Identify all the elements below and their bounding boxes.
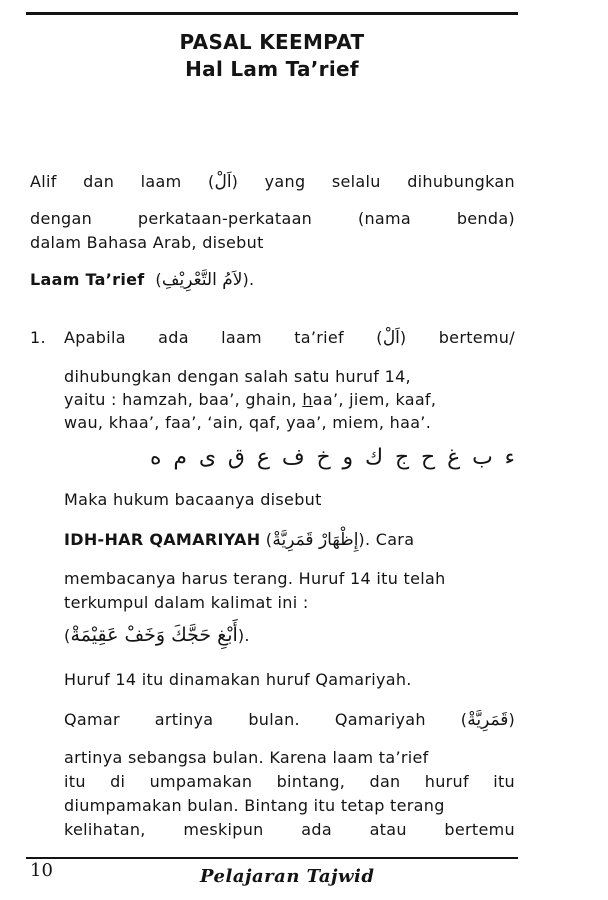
arabic-letter: غ [447, 445, 461, 470]
intro-line-3: dalam Bahasa Arab, disebut [30, 233, 264, 252]
intro-line-1: Alif dan laam (اَلْ) yang selalu dihubungkan [30, 172, 515, 192]
top-rule [26, 12, 518, 15]
arabic-al: اَلْ [214, 172, 232, 192]
intro-line-4: Laam Ta’rief (لاَمُ التَّعْرِيْفِ). [30, 270, 255, 290]
arabic-letter: و [342, 445, 354, 470]
chapter-title: Hal Lam Ta’rief [185, 57, 359, 81]
bottom-rule [26, 857, 518, 859]
point1-line-2: dihubungkan dengan salah satu huruf 14, [64, 367, 411, 386]
point1-line-14: diumpamakan bulan. Bintang itu tetap terang [64, 796, 445, 815]
point1-line-11: Qamar artinya bulan. Qamariyah (قَمَرِيَّةْ) [64, 710, 515, 730]
page-number: 10 [30, 860, 53, 881]
point1-line-7: membacanya harus terang. Huruf 14 itu telah [64, 569, 446, 588]
running-title: Pelajaran Tajwid [200, 866, 375, 887]
chapter-label: PASAL KEEMPAT [179, 30, 365, 54]
list-number-1: 1. [30, 328, 46, 347]
arabic-kalimat: أَبْغِ حَجَّكَ وَخَفْ عَقِيْمَةْ [70, 624, 238, 646]
arabic-letter: ك [365, 445, 384, 470]
point1-line-13: itu di umpamakan bintang, dan huruf itu [64, 772, 515, 791]
point1-line-5: Maka hukum bacaanya disebut [64, 490, 322, 509]
point1-line-12: artinya sebangsa bulan. Karena laam ta’rief [64, 748, 429, 767]
point1-line-4: wau, khaa’, faa’, ‘ain, qaf, yaa’, miem, haa’. [64, 413, 432, 432]
arabic-letter: ق [227, 445, 245, 470]
point1-line-8: terkumpul dalam kalimat ini : [64, 593, 309, 612]
arabic-letter: ح [421, 445, 436, 470]
arabic-qamariyah: قَمَرِيَّةْ [467, 710, 509, 730]
arabic-letter: ف [281, 445, 305, 470]
intro-line-2: dengan perkataan-perkataan (nama benda) [30, 209, 515, 228]
point1-line-10: Huruf 14 itu dinamakan huruf Qamariyah. [64, 670, 412, 689]
arabic-al-2: اَلْ [382, 328, 400, 348]
term-idh-har-qamariyah: IDH-HAR QAMARIYAH [64, 530, 261, 549]
arabic-letter: ب [472, 445, 493, 470]
arabic-letter: خ [316, 445, 331, 470]
arabic-laam-tarief: لاَمُ التَّعْرِيْفِ [161, 270, 243, 290]
point1-line-3: yaitu : hamzah, baa’, ghain, haa’, jiem, kaaf, [64, 390, 437, 409]
arabic-letter: ج [394, 445, 410, 470]
arabic-letter: ع [256, 445, 270, 470]
point1-line-1: Apabila ada laam ta’rief (اَلْ) bertemu/ [64, 328, 515, 348]
point1-line-9: (أَبْغِ حَجَّكَ وَخَفْ عَقِيْمَةْ). [64, 624, 250, 646]
qamariyah-letters-row [150, 445, 515, 470]
term-laam-tarief: Laam Ta’rief [30, 270, 145, 289]
arabic-letter: م [173, 445, 187, 470]
arabic-letter: ى [198, 445, 217, 470]
point1-line-6: IDH-HAR QAMARIYAH (إِظْهَارْ قَمَرِيَّةْ). Cara [64, 530, 415, 550]
arabic-letter: ه [150, 445, 162, 470]
arabic-idhhar-qamariyah: إِظْهَارْ قَمَرِيَّةْ [272, 530, 359, 550]
arabic-letter: ء [504, 445, 515, 470]
point1-line-15: kelihatan, meskipun ada atau bertemu [64, 820, 515, 839]
